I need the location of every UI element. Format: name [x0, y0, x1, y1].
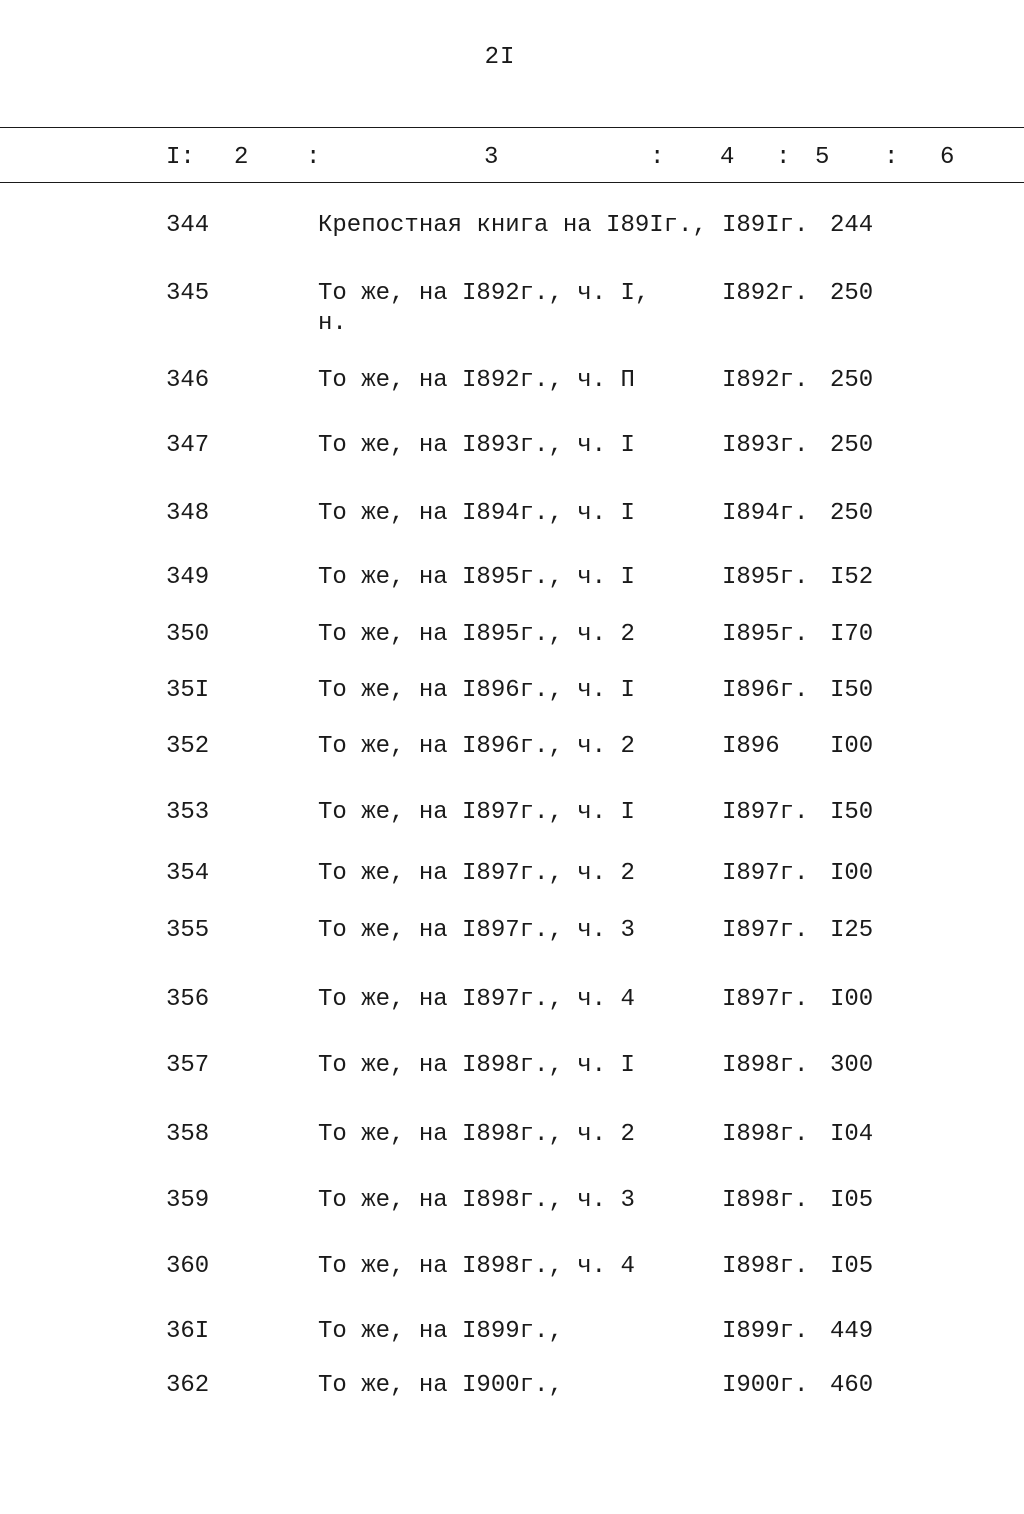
- header-col-3: 3: [484, 144, 499, 171]
- row-sheets: I00: [830, 860, 874, 887]
- row-year: I898г.: [722, 1121, 809, 1148]
- row-number: 357: [166, 1052, 210, 1079]
- header-separator: :: [650, 144, 665, 171]
- row-year: I892г.: [722, 367, 809, 394]
- row-year: I897г.: [722, 860, 809, 887]
- row-year: I898г.: [722, 1052, 809, 1079]
- row-number: 36I: [166, 1318, 210, 1345]
- row-number: 358: [166, 1121, 210, 1148]
- row-description: Крепостная книга на I89Iг.,: [318, 212, 707, 239]
- row-description: То же, на I892г., ч. I,: [318, 280, 650, 307]
- row-number: 353: [166, 799, 210, 826]
- header-col-6: 6: [940, 144, 955, 171]
- row-description: То же, на I892г., ч. П: [318, 367, 635, 394]
- row-description: То же, на I898г., ч. I: [318, 1052, 635, 1079]
- header-separator: :: [306, 144, 321, 171]
- row-year: I898г.: [722, 1253, 809, 1280]
- row-year: I89Iг.: [722, 212, 809, 239]
- row-year: I897г.: [722, 917, 809, 944]
- row-number: 35I: [166, 677, 210, 704]
- row-description: То же, на I899г.,: [318, 1318, 563, 1345]
- row-sheets: 460: [830, 1372, 874, 1399]
- row-sheets: I05: [830, 1253, 874, 1280]
- row-number: 356: [166, 986, 210, 1013]
- header-separator: :: [884, 144, 899, 171]
- row-sheets: 300: [830, 1052, 874, 1079]
- row-sheets: 250: [830, 367, 874, 394]
- row-year: I900г.: [722, 1372, 809, 1399]
- row-year: I895г.: [722, 621, 809, 648]
- row-year: I896г.: [722, 677, 809, 704]
- row-number: 360: [166, 1253, 210, 1280]
- header-separator: :: [776, 144, 791, 171]
- row-sheets: I04: [830, 1121, 874, 1148]
- row-sheets: 250: [830, 280, 874, 307]
- row-number: 350: [166, 621, 210, 648]
- row-sheets: I70: [830, 621, 874, 648]
- row-sheets: 250: [830, 432, 874, 459]
- row-sheets: I05: [830, 1187, 874, 1214]
- row-sheets: 449: [830, 1318, 874, 1345]
- row-sheets: I00: [830, 986, 874, 1013]
- row-year: I897г.: [722, 799, 809, 826]
- row-number: 349: [166, 564, 210, 591]
- row-year: I895г.: [722, 564, 809, 591]
- header-col-5: 5: [815, 144, 830, 171]
- row-description: То же, на I898г., ч. 4: [318, 1253, 635, 1280]
- row-description: То же, на I897г., ч. 4: [318, 986, 635, 1013]
- row-year: I894г.: [722, 500, 809, 527]
- header-rule-bottom: [0, 182, 1024, 183]
- row-year: I898г.: [722, 1187, 809, 1214]
- row-description: То же, на I895г., ч. I: [318, 564, 635, 591]
- row-sheets: I50: [830, 799, 874, 826]
- header-rule-top: [0, 127, 1024, 128]
- row-year: I897г.: [722, 986, 809, 1013]
- row-number: 352: [166, 733, 210, 760]
- row-sheets: I25: [830, 917, 874, 944]
- row-year: I892г.: [722, 280, 809, 307]
- row-sheets: 244: [830, 212, 874, 239]
- row-number: 344: [166, 212, 210, 239]
- row-description: То же, на I898г., ч. 2: [318, 1121, 635, 1148]
- row-number: 346: [166, 367, 210, 394]
- row-number: 355: [166, 917, 210, 944]
- row-description: То же, на I897г., ч. 2: [318, 860, 635, 887]
- header-col-4: 4: [720, 144, 735, 171]
- row-description: То же, на I896г., ч. 2: [318, 733, 635, 760]
- row-description: То же, на I895г., ч. 2: [318, 621, 635, 648]
- row-number: 345: [166, 280, 210, 307]
- row-year: I896: [722, 733, 780, 760]
- row-sheets: I00: [830, 733, 874, 760]
- row-number: 359: [166, 1187, 210, 1214]
- row-year: I899г.: [722, 1318, 809, 1345]
- row-number: 347: [166, 432, 210, 459]
- row-description: То же, на I897г., ч. 3: [318, 917, 635, 944]
- row-sheets: I50: [830, 677, 874, 704]
- row-description: То же, на I897г., ч. I: [318, 799, 635, 826]
- row-number: 348: [166, 500, 210, 527]
- row-sheets: 250: [830, 500, 874, 527]
- header-col-1: I:: [166, 144, 195, 171]
- row-description: То же, на I893г., ч. I: [318, 432, 635, 459]
- row-description: То же, на I898г., ч. 3: [318, 1187, 635, 1214]
- row-year: I893г.: [722, 432, 809, 459]
- row-description-continuation: н.: [318, 310, 347, 337]
- row-description: То же, на I900г.,: [318, 1372, 563, 1399]
- row-number: 354: [166, 860, 210, 887]
- row-description: То же, на I894г., ч. I: [318, 500, 635, 527]
- page-number: 2I: [484, 44, 516, 71]
- row-description: То же, на I896г., ч. I: [318, 677, 635, 704]
- row-sheets: I52: [830, 564, 874, 591]
- row-number: 362: [166, 1372, 210, 1399]
- header-col-2: 2: [234, 144, 249, 171]
